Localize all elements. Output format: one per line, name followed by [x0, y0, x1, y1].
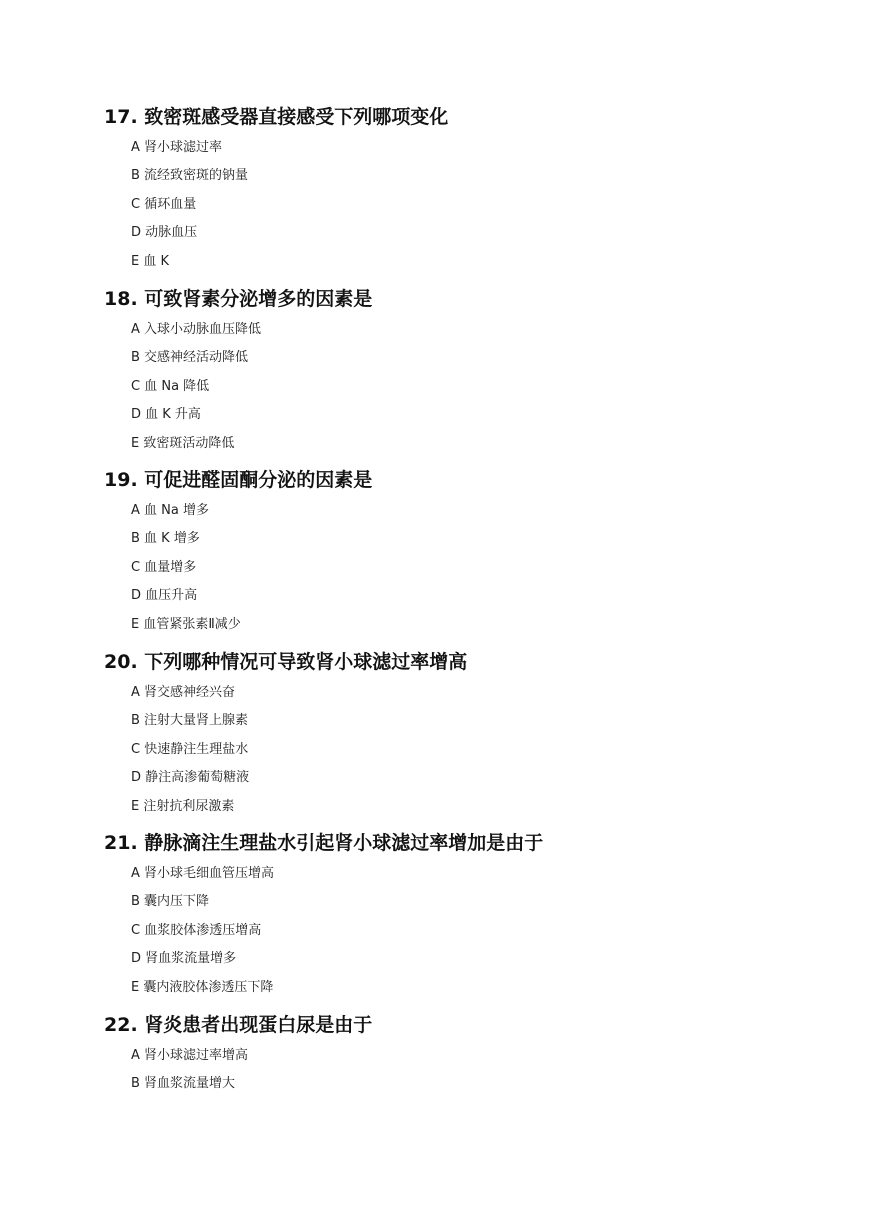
- question-21: [104, 830, 844, 1007]
- question-title: 22. 肾炎患者出现蛋白尿是由于: [104, 1014, 373, 1036]
- question-title: 17. 致密斑感受器直接感受下列哪项变化: [104, 106, 449, 128]
- option-c: C 血 Na 降低: [131, 378, 210, 394]
- option-a: A 入球小动脉血压降低: [131, 322, 262, 337]
- question-19: [104, 467, 844, 644]
- option-e: E 血管紧张素Ⅱ减少: [131, 616, 241, 632]
- option-list: [104, 684, 844, 816]
- option-e: E 囊内液胶体渗透压下降: [131, 979, 274, 995]
- option-e: E 致密斑活动降低: [131, 435, 235, 451]
- option-b: B 注射大量肾上腺素: [131, 713, 249, 729]
- question-18: [104, 286, 844, 463]
- option-b: B 流经致密斑的钠量: [131, 168, 249, 184]
- question-17: [104, 104, 844, 281]
- option-list: [104, 321, 844, 453]
- question-title: 20. 下列哪种情况可导致肾小球滤过率增高: [104, 651, 468, 673]
- question-20: [104, 649, 844, 826]
- option-a: A 血 Na 增多: [131, 503, 209, 518]
- option-e: E 血 K: [131, 253, 170, 269]
- option-d: D 动脉血压: [131, 225, 198, 241]
- option-list: [104, 139, 844, 271]
- option-a: A 肾交感神经兴奋: [131, 685, 236, 700]
- option-c: C 血量增多: [131, 559, 197, 575]
- option-c: C 快速静注生理盐水: [131, 741, 249, 757]
- option-e: E 注射抗利尿激素: [131, 798, 235, 814]
- option-a: A 肾小球毛细血管压增高: [131, 866, 275, 881]
- option-d: D 血 K 升高: [131, 407, 201, 423]
- option-a: A 肾小球滤过率: [131, 140, 223, 155]
- option-c: C 血浆胶体渗透压增高: [131, 922, 262, 938]
- option-d: D 血压升高: [131, 588, 198, 604]
- option-b: B 交感神经活动降低: [131, 350, 249, 366]
- option-list: [104, 1047, 844, 1093]
- question-22: [104, 1012, 844, 1104]
- option-b: B 囊内压下降: [131, 894, 210, 910]
- option-d: D 肾血浆流量增多: [131, 951, 237, 967]
- question-title: 18. 可致肾素分泌增多的因素是: [104, 288, 373, 310]
- option-c: C 循环血量: [131, 196, 197, 212]
- option-d: D 静注高渗葡萄糖液: [131, 770, 250, 786]
- option-list: [104, 865, 844, 997]
- question-title: 19. 可促进醛固酮分泌的因素是: [104, 469, 373, 491]
- option-list: [104, 502, 844, 634]
- option-a: A 肾小球滤过率增高: [131, 1048, 249, 1063]
- option-b: B 肾血浆流量增大: [131, 1076, 236, 1092]
- question-title: 21. 静脉滴注生理盐水引起肾小球滤过率增加是由于: [104, 832, 544, 854]
- option-b: B 血 K 增多: [131, 531, 200, 547]
